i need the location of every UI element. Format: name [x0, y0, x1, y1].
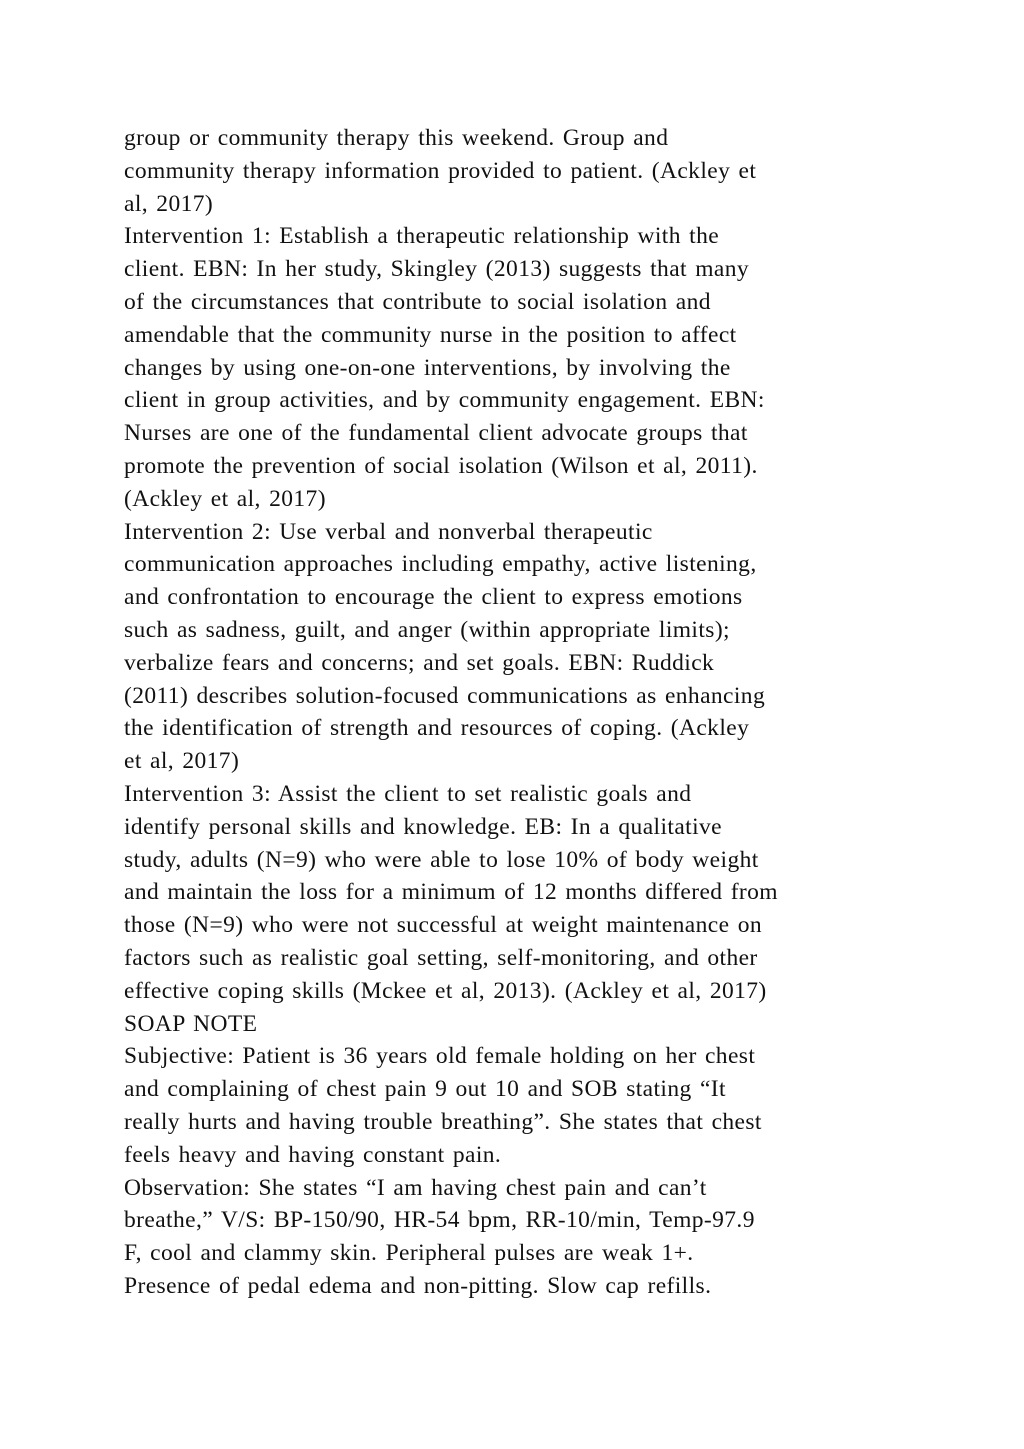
text-line: (Ackley et al, 2017) — [124, 485, 326, 512]
text-line: client. EBN: In her study, Skingley (2013) suggests that many — [124, 256, 750, 283]
section-heading: SOAP NOTE — [124, 1010, 258, 1037]
text-line: Subjective: Patient is 36 years old female holding on her chest — [124, 1043, 756, 1070]
text-line: Observation: She states “I am having chest pain and can’t — [124, 1174, 707, 1201]
text-line: F, cool and clammy skin. Peripheral pulses are weak 1+. — [124, 1240, 694, 1267]
text-line: Intervention 2: Use verbal and nonverbal therapeutic — [124, 518, 653, 545]
text-line: group or community therapy this weekend. Group and — [124, 125, 669, 151]
text-line: promote the prevention of social isolation (Wilson et al, 2011). — [124, 452, 758, 479]
text-line: such as sadness, guilt, and anger (within appropriate limits); — [124, 616, 730, 643]
text-line: study, adults (N=9) who were able to lose 10% of body weight — [124, 846, 759, 873]
text-line: factors such as realistic goal setting, self-monitoring, and other — [124, 944, 758, 971]
text-line: verbalize fears and concerns; and set goals. EBN: Ruddick — [124, 649, 715, 676]
text-line: et al, 2017) — [124, 748, 240, 775]
text-line: feels heavy and having constant pain. — [124, 1141, 502, 1168]
text-line: Intervention 3: Assist the client to set realistic goals and — [124, 780, 692, 807]
text-line: Intervention 1: Establish a therapeutic relationship with the — [124, 223, 720, 250]
text-line: of the circumstances that contribute to social isolation and — [124, 288, 711, 315]
text-line: and confrontation to encourage the client to express emotions — [124, 584, 743, 611]
text-line: the identification of strength and resources of coping. (Ackley — [124, 715, 750, 742]
text-line: those (N=9) who were not successful at weight maintenance on — [124, 912, 763, 939]
text-line: identify personal skills and knowledge. EB: In a qualitative — [124, 813, 722, 840]
text-line: really hurts and having trouble breathing”. She states that chest — [124, 1108, 762, 1135]
text-line: amendable that the community nurse in the position to affect — [124, 321, 737, 348]
text-line: community therapy information provided to patient. (Ackley et — [124, 157, 757, 184]
text-line: communication approaches including empathy, active listening, — [124, 551, 757, 578]
text-line: client in group activities, and by community engagement. EBN: — [124, 387, 765, 414]
text-line: Nurses are one of the fundamental client advocate groups that — [124, 420, 748, 447]
text-line: al, 2017) — [124, 190, 214, 217]
text-line: breathe,” V/S: BP-150/90, HR-54 bpm, RR-10/min, Temp-97.9 — [124, 1207, 755, 1234]
text-line: and complaining of chest pain 9 out 10 and SOB stating “It — [124, 1076, 726, 1103]
text-line: effective coping skills (Mckee et al, 2013). (Ackley et al, 2017) — [124, 977, 767, 1004]
text-line: and maintain the loss for a minimum of 12 months differed from — [124, 879, 778, 906]
text-line: Presence of pedal edema and non-pitting. Slow cap refills. — [124, 1272, 712, 1299]
body-text — [124, 122, 914, 1303]
text-line: changes by using one-on-one interventions, by involving the — [124, 354, 731, 381]
text-line: (2011) describes solution-focused communications as enhancing — [124, 682, 766, 709]
